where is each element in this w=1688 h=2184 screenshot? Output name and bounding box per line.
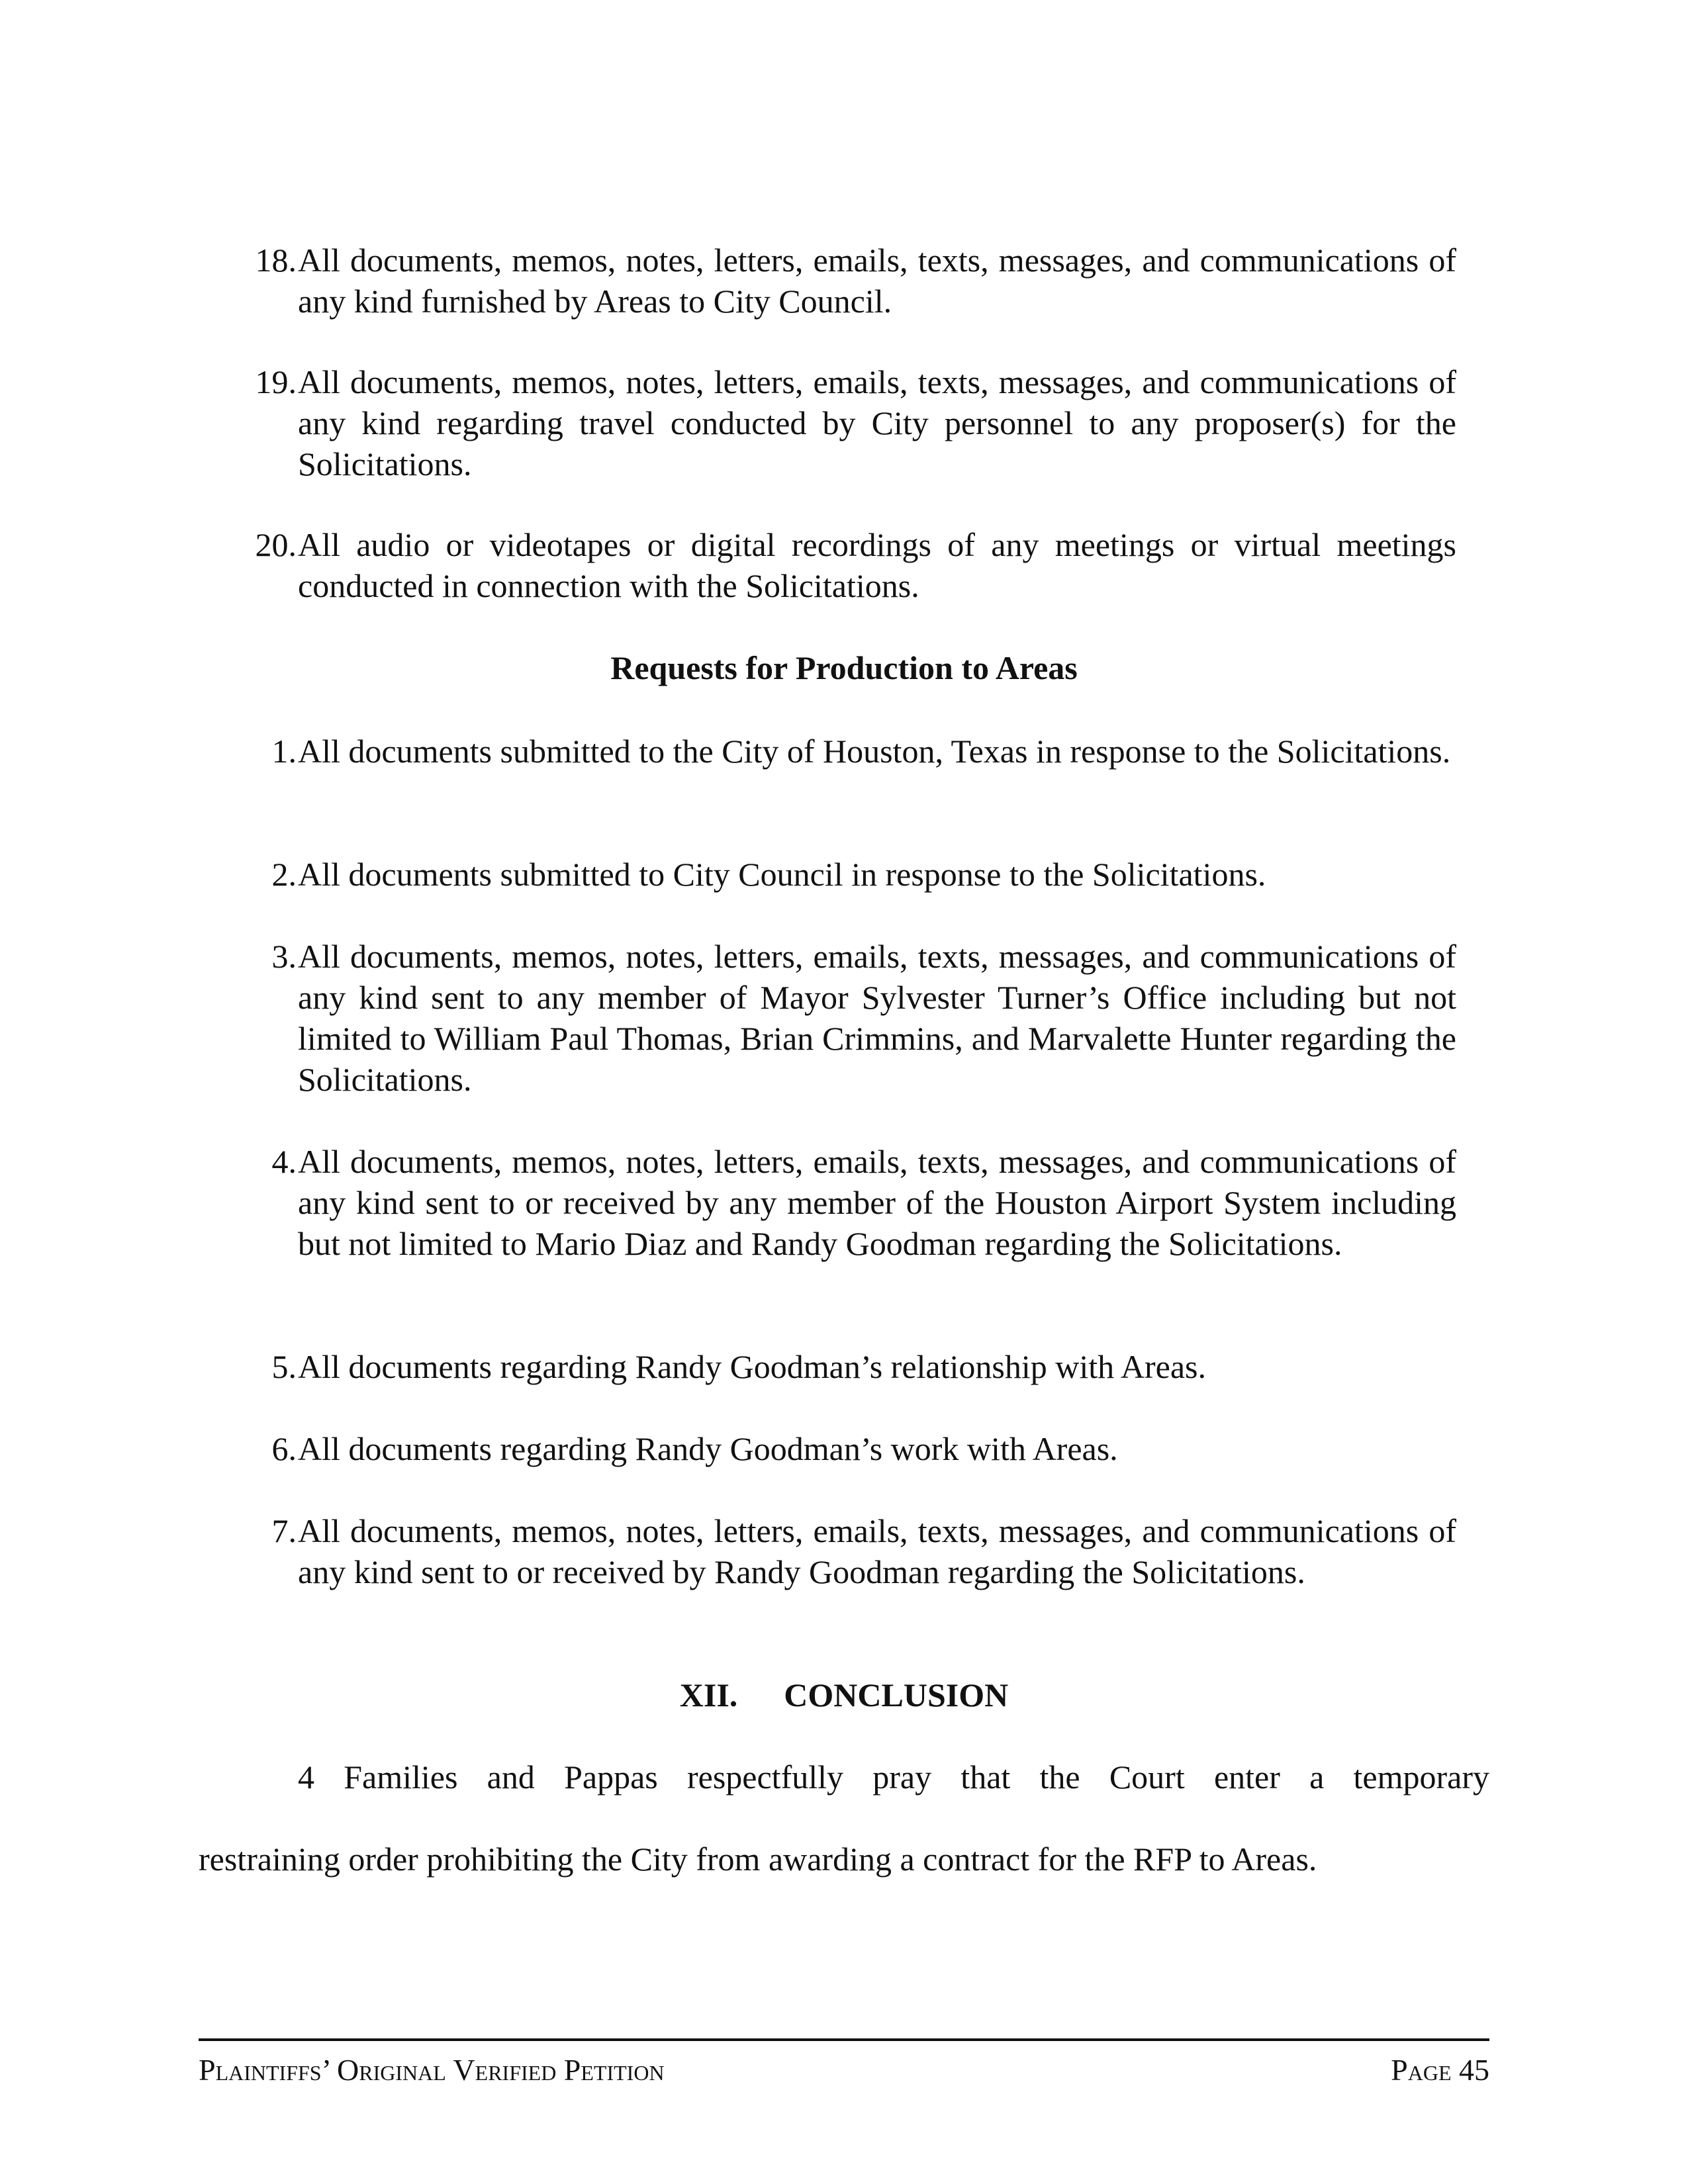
item-text: All documents submitted to the City of Houston, Texas in response to the Solicitations.: [298, 733, 1451, 770]
conclusion-title: CONCLUSION: [784, 1676, 1009, 1713]
item-text: All documents, memos, notes, letters, emails, texts, messages, and communications of any kind sent to any member of Mayor Sylvester Turner’s Office including but not limited to William Paul Thomas, Brian Crimmins, and Marvalette Hunter regarding the Solicitations.: [298, 938, 1456, 1098]
item-number: 19.: [255, 363, 297, 400]
item-text: All documents, memos, notes, letters, emails, texts, messages, and communications of any kind sent to or received by any member of the Houston Airport System including but not limited to Mario Diaz and Randy Goodman regarding the Solicitations.: [298, 1143, 1456, 1262]
item-text: All documents regarding Randy Goodman’s relationship with Areas.: [298, 1348, 1206, 1385]
item-text: All documents submitted to City Council in response to the Solicitations.: [298, 856, 1266, 893]
conclusion-numeral: XII.: [679, 1676, 738, 1713]
item-text: All documents regarding Randy Goodman’s work with Areas.: [298, 1430, 1118, 1467]
item-text: All audio or videotapes or digital recordings of any meetings or virtual meetings conducted in connection with the Solicitations.: [298, 526, 1456, 604]
item-number: 5.: [271, 1348, 297, 1385]
conclusion-line-2: restraining order prohibiting the City from awarding a contract for the RFP to Areas.: [199, 1841, 1317, 1878]
item-text: All documents, memos, notes, letters, emails, texts, messages, and communications of any kind sent to or received by Randy Goodman regarding the Solicitations.: [298, 1512, 1456, 1590]
item-number: 7.: [271, 1512, 297, 1549]
item-number: 18.: [255, 242, 297, 279]
section-heading: Requests for Production to Areas: [610, 649, 1078, 686]
item-number: 3.: [271, 938, 297, 975]
item-text: All documents, memos, notes, letters, emails, texts, messages, and communications of any kind furnished by Areas to City Council.: [298, 242, 1456, 320]
footer-page-number: Page 45: [1391, 2053, 1489, 2087]
item-number: 4.: [271, 1143, 297, 1180]
footer-document-title: Plaintiffs’ Original Verified Petition: [199, 2053, 665, 2087]
item-text: All documents, memos, notes, letters, emails, texts, messages, and communications of any kind regarding travel conducted by City personnel to any proposer(s) for the Solicitations.: [298, 363, 1456, 482]
item-number: 20.: [255, 526, 297, 563]
item-number: 1.: [271, 733, 297, 770]
item-number: 2.: [271, 856, 297, 893]
conclusion-line-1: 4 Families and Pappas respectfully pray that the Court enter a temporary: [298, 1758, 1489, 1796]
footer-rule: [199, 2038, 1489, 2041]
conclusion-heading: [199, 1674, 1489, 1715]
item-number: 6.: [271, 1430, 297, 1467]
